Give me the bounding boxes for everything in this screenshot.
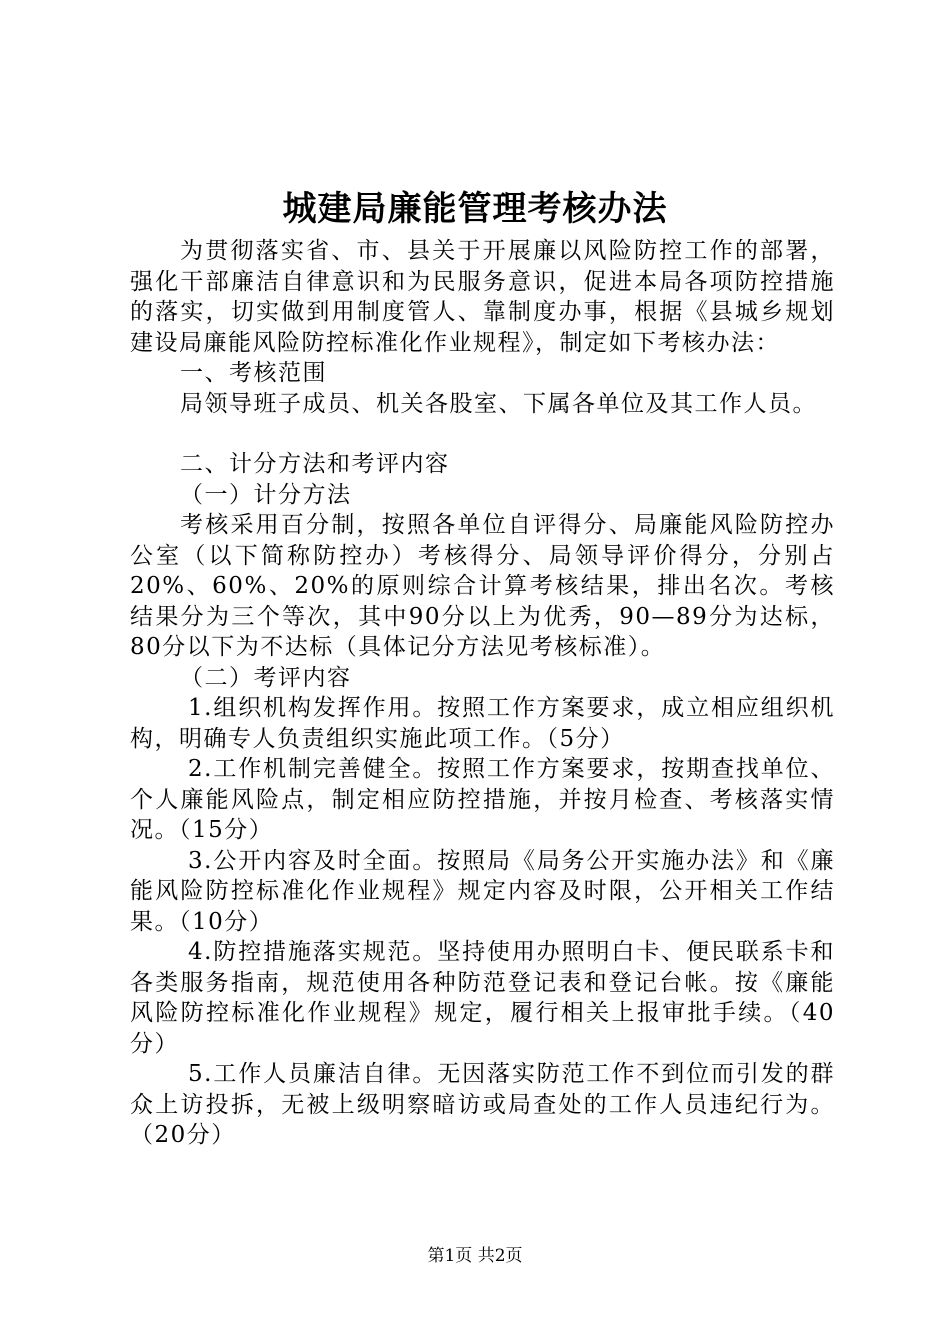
- intro-paragraph: 为贯彻落实省、市、县关于开展廉以风险防控工作的部署，强化干部廉洁自律意识和为民服务意识，促进本局各项防控措施的落实，切实做到用制度管人、靠制度办事，根据《县城乡规划建设局廉能风险防控标准化作业规程》，制定如下考核办法：: [130, 238, 835, 356]
- page-footer: 第1页 共2页: [427, 1246, 523, 1266]
- list-item: 1.组织机构发挥作用。按照工作方案要求，成立相应组织机构，明确专人负责组织实施此项工作。（5分）: [130, 695, 835, 752]
- document-body: [130, 236, 835, 1151]
- list-item: 3.公开内容及时全面。按照局《局务公开实施办法》和《廉能风险防控标准化作业规程》规定内容及时限，公开相关工作结果。（10分）: [130, 847, 835, 935]
- list-item: 4.防控措施落实规范。坚持使用办照明白卡、便民联系卡和各类服务指南，规范使用各种防范登记表和登记台帐。按《廉能风险防控标准化作业规程》规定，履行相关上报审批手续。（40分）: [130, 939, 835, 1057]
- section-body-scope: 局领导班子成员、机关各股室、下属各单位及其工作人员。: [180, 390, 817, 417]
- subsection-heading-scoring: （一）计分方法: [180, 481, 352, 508]
- section-heading-scope: 一、考核范围: [180, 360, 327, 386]
- subsection-heading-content: （二）考评内容: [180, 664, 352, 691]
- list-item: 2.工作机制完善健全。按照工作方案要求，按期查找单位、个人廉能风险点，制定相应防控措施，并按月检查、考核落实情况。（15分）: [130, 756, 835, 843]
- subsection-body-scoring: 考核采用百分制，按照各单位自评得分、局廉能风险防控办公室（以下简称防控办）考核得分、局领导评价得分，分别占20%、60%、20%的原则综合计算考核结果，排出名次。考核结果分为三个等次，其中90分以上为优秀，90—89分为达标，80分以下为不达标（具体记分方法见考核标准）。: [130, 512, 835, 660]
- list-item: 5.工作人员廉洁自律。无因落实防范工作不到位而引发的群众上访投拆，无被上级明察暗访或局查处的工作人员违纪行为。（20分）: [130, 1061, 835, 1148]
- section-heading-method: 二、计分方法和考评内容: [180, 451, 450, 477]
- page-title: 城建局廉能管理考核办法: [282, 189, 668, 229]
- paragraph-gap: [130, 419, 835, 449]
